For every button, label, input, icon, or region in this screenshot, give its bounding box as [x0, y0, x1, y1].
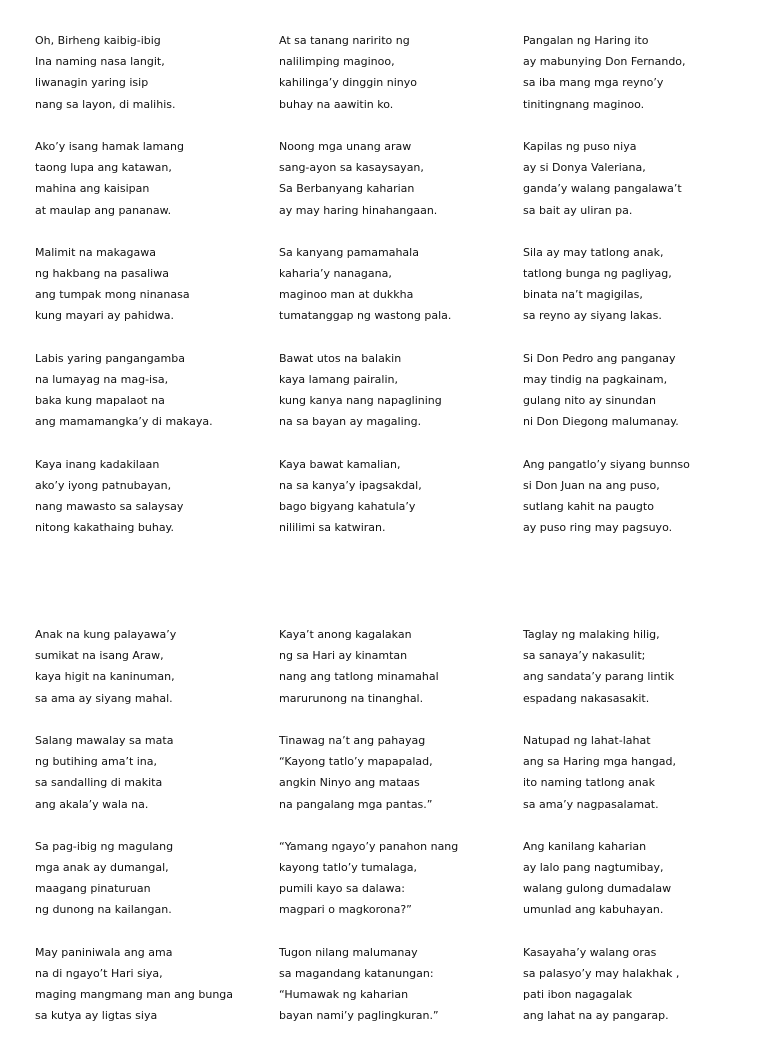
- verse-line: tatlong bunga ng pagliyag,: [523, 267, 672, 281]
- verse-line: ay si Donya Valeriana,: [523, 161, 646, 175]
- verse-line: kaharia’y nanagana,: [279, 267, 392, 281]
- verse-line: angkin Ninyo ang mataas: [279, 776, 420, 790]
- stanza: [35, 945, 265, 1030]
- stanza: [279, 945, 509, 1030]
- stanza: [523, 945, 753, 1030]
- stanza: [523, 139, 753, 224]
- verse-line: Kaya’t anong kagalakan: [279, 628, 412, 641]
- verse-line: na pangalang mga pantas.”: [279, 797, 433, 811]
- stanza: [279, 351, 509, 436]
- verse-line: Malimit na makagawa: [35, 245, 156, 259]
- verse-line: Tinawag na’t ang pahayag: [279, 733, 426, 747]
- verse-line: kayong tatlo’y tumalaga,: [279, 861, 418, 875]
- stanza: [35, 457, 265, 542]
- stanza: [279, 457, 509, 542]
- verse-line: Natupad ng lahat-lahat: [523, 733, 651, 747]
- verse-line: Kasayaha’y walang oras: [523, 945, 657, 959]
- stanza: [279, 733, 509, 818]
- verse-line: ang sandata’y parang lintik: [523, 670, 675, 684]
- verse-line: mga anak ay dumangal,: [35, 861, 169, 875]
- verse-line: tumatanggap ng wastong pala.: [279, 309, 452, 323]
- verse-line: tinitingnang maginoo.: [523, 97, 645, 111]
- verse-line: ang akala’y wala na.: [35, 797, 149, 811]
- stanza: [279, 839, 509, 924]
- verse-line: ng dunong na kailangan.: [35, 903, 172, 917]
- verse-line: Ina naming nasa langit,: [35, 55, 165, 69]
- verse-line: “Yamang ngayo’y panahon nang: [279, 839, 459, 853]
- verse-line: mahina ang kaisipan: [35, 182, 150, 196]
- verse-line: espadang nakasasakit.: [523, 691, 650, 705]
- poem-column: [35, 33, 265, 563]
- verse-line: binata na’t magigilas,: [523, 288, 643, 302]
- stanza: [523, 627, 753, 712]
- verse-line: Sa Berbanyang kaharian: [279, 182, 415, 196]
- verse-line: Anak na kung palayawa’y: [35, 628, 177, 641]
- verse-line: Sa pag-ibig ng magulang: [35, 839, 174, 853]
- verse-line: kung mayari ay pahidwa.: [35, 309, 174, 323]
- verse-line: ay may haring hinahangaan.: [279, 203, 438, 217]
- verse-line: nalilimping maginoo,: [279, 55, 395, 69]
- verse-line: Pangalan ng Haring ito: [523, 34, 649, 47]
- verse-line: At sa tanang naririto ng: [279, 34, 410, 47]
- verse-line: ay puso ring may pagsuyo.: [523, 521, 673, 535]
- verse-line: ang mamamangka’y di makaya.: [35, 415, 213, 429]
- verse-line: bayan nami’y paglingkuran.”: [279, 1009, 439, 1023]
- poem-column: [279, 627, 509, 1051]
- verse-line: nitong kakathaing buhay.: [35, 521, 174, 535]
- verse-line: sa magandang katanungan:: [279, 967, 434, 980]
- verse-line: magpari o magkorona?”: [279, 903, 412, 917]
- verse-line: Sa kanyang pamamahala: [279, 245, 419, 259]
- verse-line: maging mangmang man ang bunga: [35, 988, 234, 1002]
- verse-line: sa ama ay siyang mahal.: [35, 691, 173, 705]
- verse-line: ng sa Hari ay kinamtan: [279, 649, 408, 663]
- verse-line: ang tumpak mong ninanasa: [35, 288, 190, 302]
- stanza: [35, 139, 265, 224]
- verse-line: sa iba mang mga reyno’y: [523, 76, 664, 90]
- stanza: [523, 351, 753, 436]
- stanza: [279, 33, 509, 118]
- verse-line: nililimi sa katwiran.: [279, 521, 386, 535]
- verse-line: may tindig na pagkainam,: [523, 373, 668, 386]
- verse-line: ang lahat na ay pangarap.: [523, 1009, 669, 1023]
- verse-line: pumili kayo sa dalawa:: [279, 882, 405, 896]
- verse-line: sa bait ay uliran pa.: [523, 203, 633, 217]
- verse-line: liwanagin yaring isip: [35, 76, 149, 90]
- stanza: [35, 33, 265, 118]
- verse-line: “Humawak ng kaharian: [279, 988, 409, 1002]
- verse-line: Noong mga unang araw: [279, 139, 412, 153]
- verse-line: si Don Juan na ang puso,: [523, 478, 660, 492]
- verse-line: sang-ayon sa kasaysayan,: [279, 161, 424, 175]
- verse-line: ganda’y walang pangalawa’t: [523, 182, 682, 196]
- verse-line: ito naming tatlong anak: [523, 776, 655, 790]
- verse-line: Tugon nilang malumanay: [279, 945, 418, 959]
- verse-line: Kaya inang kadakilaan: [35, 457, 160, 471]
- poem-column: [523, 627, 753, 1051]
- verse-line: Oh, Birheng kaibig-ibig: [35, 34, 161, 47]
- verse-line: Ang pangatlo’y siyang bunnso: [523, 457, 690, 471]
- verse-line: maginoo man at dukkha: [279, 288, 414, 302]
- verse-line: sa palasyo’y may halakhak ,: [523, 967, 680, 980]
- verse-line: sumikat na isang Araw,: [35, 649, 164, 663]
- verse-line: na di ngayo’t Hari siya,: [35, 967, 163, 980]
- verse-line: gulang nito ay sinundan: [523, 394, 656, 408]
- verse-line: ang sa Haring mga hangad,: [523, 755, 677, 769]
- verse-line: kaya higit na kaninuman,: [35, 670, 175, 684]
- stanza: [279, 627, 509, 712]
- verse-line: ako’y iyong patnubayan,: [35, 478, 172, 492]
- verse-line: Kaya bawat kamalian,: [279, 457, 401, 471]
- verse-line: kahilinga’y dinggin ninyo: [279, 76, 417, 90]
- verse-line: marurunong na tinanghal.: [279, 691, 424, 705]
- verse-line: kung kanya nang napaglining: [279, 394, 442, 408]
- verse-line: umunlad ang kabuhayan.: [523, 903, 664, 917]
- verse-line: nang ang tatlong minamahal: [279, 670, 439, 684]
- verse-line: sa sanaya’y nakasulit;: [523, 649, 646, 663]
- verse-line: maagang pinaturuan: [35, 882, 151, 896]
- verse-line: Labis yaring pangangamba: [35, 351, 185, 365]
- verse-line: taong lupa ang katawan,: [35, 161, 172, 175]
- poem-column: [35, 627, 265, 1051]
- verse-line: Ang kanilang kaharian: [523, 839, 647, 853]
- poem-column: [523, 33, 753, 563]
- verse-line: Kapilas ng puso niya: [523, 139, 637, 153]
- verse-line: Taglay ng malaking hilig,: [523, 628, 660, 641]
- verse-line: sa kutya ay ligtas siya: [35, 1009, 158, 1023]
- verse-line: buhay na aawitin ko.: [279, 97, 394, 111]
- verse-line: ay mabunying Don Fernando,: [523, 55, 686, 69]
- verse-line: kaya lamang pairalin,: [279, 373, 398, 386]
- stanza: [523, 245, 753, 330]
- stanza: [523, 733, 753, 818]
- verse-line: at maulap ang pananaw.: [35, 203, 172, 217]
- verse-line: ay lalo pang nagtumibay,: [523, 861, 664, 875]
- verse-line: na sa bayan ay magaling.: [279, 415, 422, 429]
- verse-line: May paniniwala ang ama: [35, 945, 173, 959]
- stanza: [279, 139, 509, 224]
- verse-line: sutlang kahit na paugto: [523, 500, 654, 514]
- verse-line: ni Don Diegong malumanay.: [523, 415, 679, 429]
- verse-line: nang mawasto sa salaysay: [35, 500, 184, 514]
- verse-line: Bawat utos na balakin: [279, 351, 402, 365]
- stanza: [523, 839, 753, 924]
- verse-line: pati ibon nagagalak: [523, 988, 633, 1002]
- verse-line: sa reyno ay siyang lakas.: [523, 309, 662, 323]
- verse-line: walang gulong dumadalaw: [523, 882, 672, 896]
- verse-line: ng butihing ama’t ina,: [35, 755, 158, 769]
- verse-line: Si Don Pedro ang panganay: [523, 351, 676, 365]
- stanza: [279, 245, 509, 330]
- stanza: [523, 33, 753, 118]
- verse-line: baka kung mapalaot na: [35, 394, 165, 408]
- stanza: [35, 245, 265, 330]
- verse-line: na sa kanya’y ipagsakdal,: [279, 478, 422, 492]
- verse-line: Salang mawalay sa mata: [35, 733, 174, 747]
- verse-line: na lumayag na mag-isa,: [35, 373, 169, 386]
- stanza: [35, 733, 265, 818]
- verse-line: bago bigyang kahatula’y: [279, 500, 416, 514]
- stanza: [35, 839, 265, 924]
- verse-line: sa sandalling di makita: [35, 776, 163, 790]
- verse-line: “Kayong tatlo’y mapapalad,: [279, 755, 433, 769]
- verse-line: nang sa layon, di malihis.: [35, 97, 176, 111]
- poem-column: [279, 33, 509, 563]
- stanza: [35, 627, 265, 712]
- verse-line: ng hakbang na pasaliwa: [35, 267, 169, 281]
- verse-line: Ako’y isang hamak lamang: [35, 139, 184, 153]
- verse-line: sa ama’y nagpasalamat.: [523, 797, 659, 811]
- stanza: [35, 351, 265, 436]
- stanza: [523, 457, 753, 542]
- verse-line: Sila ay may tatlong anak,: [523, 245, 664, 259]
